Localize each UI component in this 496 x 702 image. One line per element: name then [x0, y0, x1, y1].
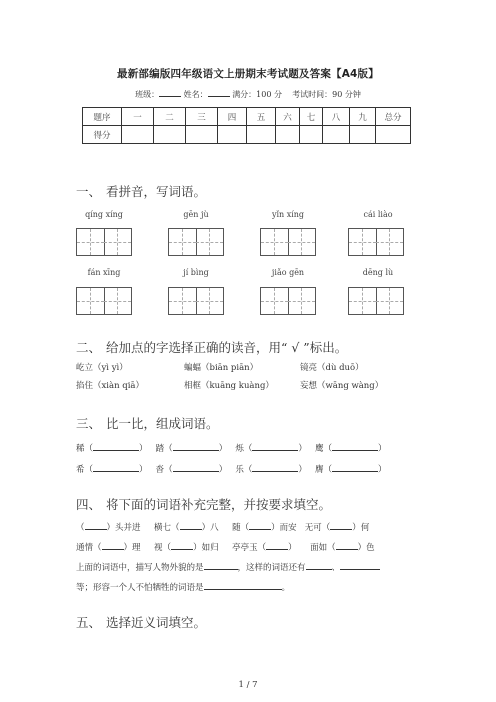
writing-grid[interactable] [168, 228, 224, 256]
writing-grid[interactable] [168, 287, 224, 315]
score-input-cell[interactable] [300, 126, 323, 144]
answer-blank[interactable] [249, 520, 271, 530]
score-input-cell[interactable] [186, 126, 218, 144]
answer-blank[interactable] [330, 520, 352, 530]
score-input-cell[interactable] [323, 126, 350, 144]
name-label: 姓名： [183, 90, 208, 99]
score-cell: 总分 [376, 108, 411, 126]
reading-choice[interactable]: 相框（kuāng kuàng） [184, 381, 274, 391]
score-cell: 九 [350, 108, 376, 126]
exam-info [0, 88, 496, 100]
reading-choice[interactable]: 掐住（xiàn qiā） [76, 381, 144, 391]
pinyin-prompt: yǐn xíng [271, 210, 305, 219]
score-cell: 一 [122, 108, 154, 126]
answer-blank[interactable] [340, 560, 380, 570]
time-label: 考试时间：90 分钟 [292, 90, 361, 99]
answer-blank[interactable] [180, 520, 202, 530]
fill-in-sentence: 等；形容一个人不怕牺牲的词语是 。 [76, 580, 290, 593]
score-input-cell[interactable] [247, 126, 276, 144]
word-building-row: 希（ ） 沓（ ） 乐（ ） 膺（ ） [76, 462, 387, 475]
answer-blank[interactable] [306, 560, 332, 570]
score-table [82, 107, 411, 144]
reading-choice[interactable]: 镜亮（dù duō） [300, 363, 364, 373]
reading-choice[interactable]: 妄想（wāng wàng） [300, 381, 384, 391]
score-input-cell[interactable] [276, 126, 300, 144]
class-label: 班级： [135, 90, 160, 99]
reading-choice[interactable]: 屹立（yì yì） [76, 363, 128, 373]
pinyin-prompt: jiǎo gēn [271, 268, 305, 277]
class-blank [159, 88, 181, 97]
answer-blank[interactable] [252, 462, 298, 472]
section-3-heading: 三、 比一比，组成词语。 [76, 416, 219, 431]
answer-blank[interactable] [266, 540, 288, 550]
answer-blank[interactable] [93, 462, 139, 472]
answer-blank[interactable] [171, 540, 193, 550]
section-1-heading: 一、 看拼音，写词语。 [76, 184, 207, 199]
fill-in-sentence: 上面的词语中，描写人物外貌的是 ，这样的词语还有 、 [76, 560, 380, 573]
score-cell: 八 [323, 108, 350, 126]
answer-blank[interactable] [252, 441, 298, 451]
score-input-cell[interactable] [122, 126, 154, 144]
score-cell: 七 [300, 108, 323, 126]
writing-grid[interactable] [348, 287, 404, 315]
writing-grid[interactable] [76, 287, 132, 315]
answer-blank[interactable] [332, 462, 378, 472]
score-cell: 二 [154, 108, 186, 126]
answer-blank[interactable] [93, 441, 139, 451]
name-blank [208, 88, 230, 97]
score-cell: 四 [218, 108, 247, 126]
writing-grid[interactable] [348, 228, 404, 256]
score-input-cell[interactable] [376, 126, 411, 144]
page-number: 1 / 7 [238, 680, 258, 690]
word-building-row: 稀（ ） 踏（ ） 烁（ ） 鹰（ ） [76, 441, 387, 454]
answer-blank[interactable] [204, 560, 238, 570]
score-cell: 题序 [83, 108, 122, 126]
score-input-cell[interactable] [218, 126, 247, 144]
page-title: 最新部编版四年级语文上册期末考试题及答案【A4版】 [117, 68, 379, 80]
writing-grid[interactable] [76, 228, 132, 256]
score-table-header-row [83, 108, 411, 126]
writing-grid[interactable] [260, 287, 316, 315]
answer-blank[interactable] [173, 462, 219, 472]
score-input-cell[interactable] [154, 126, 186, 144]
answer-blank[interactable] [102, 540, 124, 550]
pinyin-prompt: fán xīng [87, 268, 121, 277]
answer-blank[interactable] [332, 441, 378, 451]
answer-blank[interactable] [173, 441, 219, 451]
score-cell: 六 [276, 108, 300, 126]
score-table-score-row [83, 126, 411, 144]
pinyin-prompt: gēn jù [183, 210, 209, 219]
pinyin-prompt: jí bìng [183, 268, 209, 277]
pinyin-prompt: dēng lù [362, 268, 394, 277]
answer-blank[interactable] [204, 580, 282, 590]
score-input-cell[interactable] [350, 126, 376, 144]
pinyin-prompt: qíng xíng [85, 210, 123, 219]
answer-blank[interactable] [85, 520, 107, 530]
score-cell: 三 [186, 108, 218, 126]
idiom-row: 通情（ ）理 视（ ）如归 亭亭玉（ ） 面如（ ）色 [76, 540, 375, 553]
idiom-row: （ ）头并进 横七（ ）八 随（ ）而安 无可（ ）何 [76, 520, 369, 533]
score-label: 满分：100 分 [232, 90, 282, 99]
section-5-heading: 五、 选择近义词填空。 [76, 615, 207, 630]
reading-choice[interactable]: 蝙蝠（biān piān） [184, 363, 259, 373]
section-2-heading: 二、 给加点的字选择正确的读音，用“ √ ”标出。 [76, 340, 348, 355]
section-4-heading: 四、 将下面的词语补充完整，并按要求填空。 [76, 497, 332, 512]
score-cell: 五 [247, 108, 276, 126]
score-cell: 得分 [83, 126, 122, 144]
writing-grid[interactable] [260, 228, 316, 256]
pinyin-prompt: cái liào [363, 210, 393, 219]
answer-blank[interactable] [336, 540, 358, 550]
